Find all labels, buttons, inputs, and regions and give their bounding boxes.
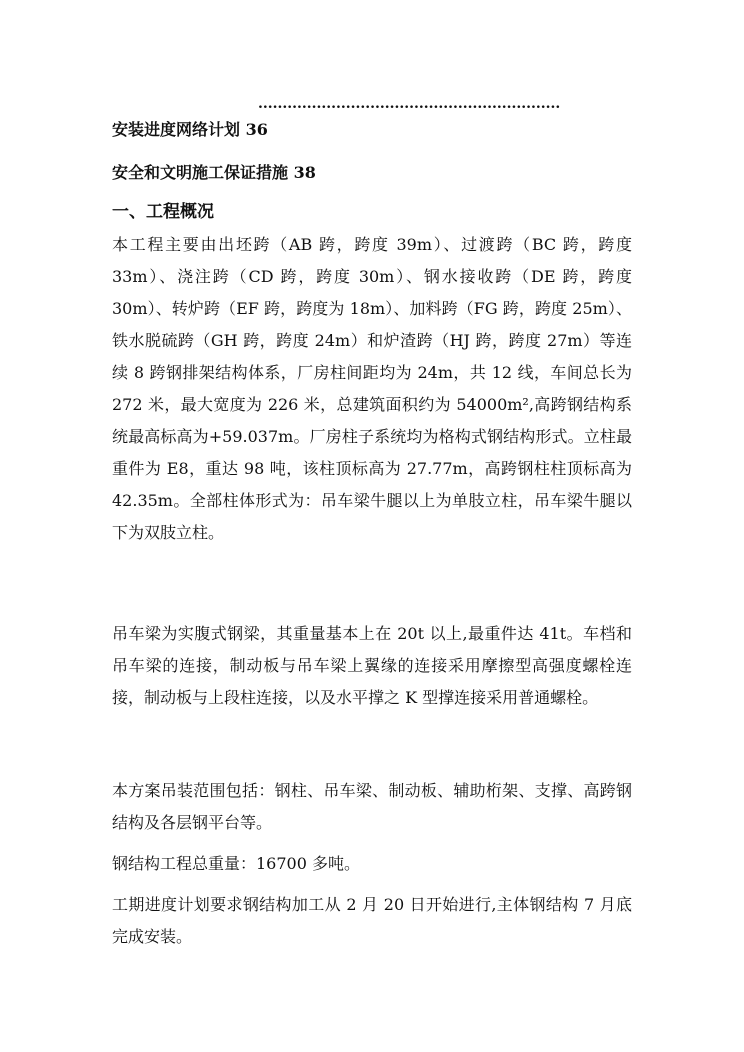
toc-item-safety: 安全和文明施工保证措施 38	[112, 163, 316, 182]
paragraph-crane-beams: 吊车梁为实腹式钢梁，其重量基本上在 20t 以上,最重件达 41t。车档和吊车梁的连接，制动板与吊车梁上翼缘的连接采用摩擦型高强度螺栓连接，制动板与上段柱连接，以及水平撑之 K 型撑连接采用普通螺栓。	[112, 624, 632, 707]
toc-dot-leader: ..............................................................	[258, 96, 560, 112]
paragraph-overview: 本工程主要由出坯跨（AB 跨，跨度 39m）、过渡跨（BC 跨，跨度 33m）、浇注跨（CD 跨，跨度 30m）、钢水接收跨（DE 跨，跨度 30m）、转炉跨（EF 跨，跨度为 18m）、加料跨（FG 跨，跨度 25m）、铁水脱硫跨（GH 跨，跨度 24m）和炉渣跨（HJ 跨，跨度 27m）等连续 8 跨钢排架结构体系，厂房柱间距均为 24m，共 12 线，车间总长为 272 米，最大宽度为 226 米，总建筑面积约为 54000m²,高跨钢结构系统最高标高为+59.037m。厂房柱子系统均为格构式钢结构形式。立柱最重件为 E8，重达 98 吨，该柱顶标高为 27.77m，高跨钢柱柱顶标高为 42.35m。全部柱体形式为：吊车梁牛腿以上为单肢立柱，吊车梁牛腿以下为双肢立柱。	[112, 235, 632, 542]
paragraph-scope: 本方案吊装范围包括：钢柱、吊车梁、制动板、辅助桁架、支撑、高跨钢结构及各层钢平台等。	[112, 781, 632, 832]
paragraph-schedule: 工期进度计划要求钢结构加工从 2 月 20 日开始进行,主体钢结构 7 月底完成安装。	[112, 895, 632, 946]
section-heading: 一、工程概况	[112, 202, 214, 222]
toc-item-schedule: 安装进度网络计划 36	[112, 120, 268, 139]
paragraph-total-weight: 钢结构工程总重量：16700 多吨。	[112, 854, 360, 873]
